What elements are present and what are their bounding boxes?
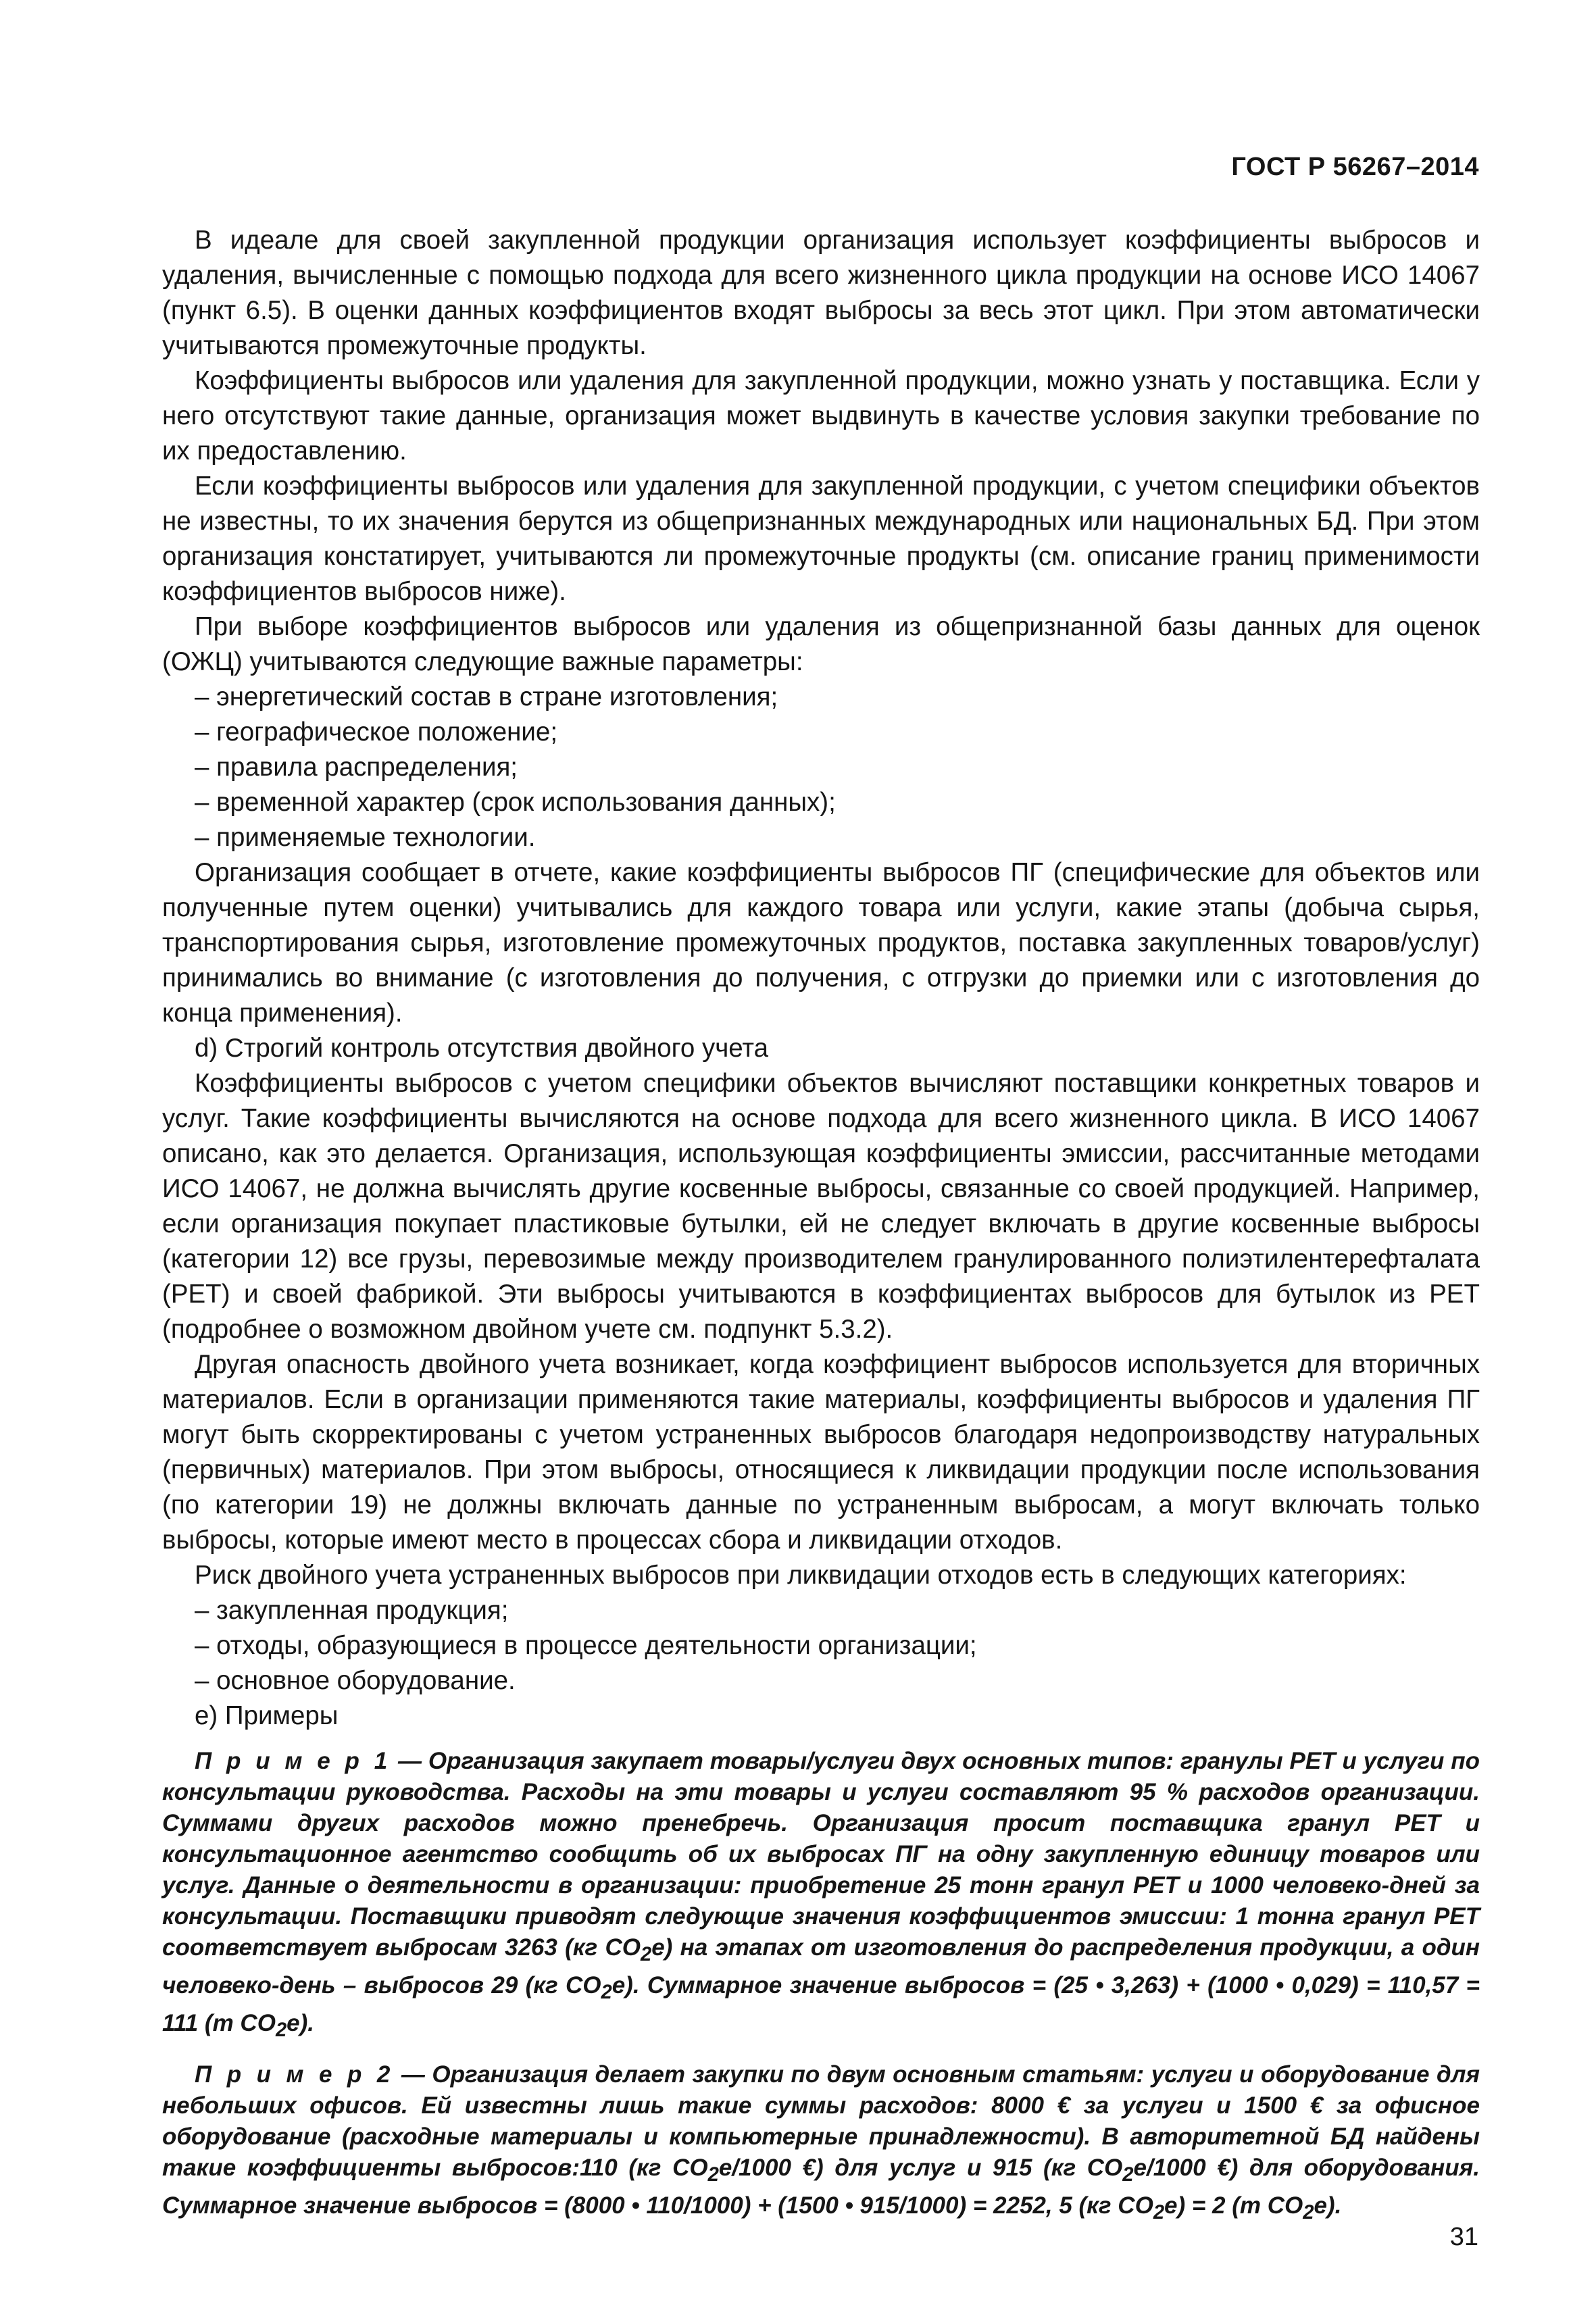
- paragraph: Другая опасность двойного учета возникает, когда коэффициент выбросов используется для вторичных материалов. Если в организации применяются такие материалы, коэффициенты выбросов и удаления ПГ могут быть скорректированы с учетом устраненных выбросов благодаря недопроизводству натуральных (первичных) материалов. При этом выбросы, относящиеся к ликвидации продукции после использования (по категории 19) не должны включать данные по устраненным выбросам, а могут включать только выбросы, которые имеют место в процессах сбора и ликвидации отходов.: [162, 1350, 1480, 1555]
- example-2: П р и м е р 2 — Организация делает закупки по двум основным статьям: услуги и оборудование для небольших офисов. Ей известны лишь такие суммы расходов: 8000 € за услуги и 1500 € за офисное оборудование (расходные материалы и компьютерные принадлежности). В авторитетной БД найдены такие коэффициенты выбросов:110 (кг $CO_2е/1000$ €) для услуг и 915 (кг $CO_2е/1000$ €) для оборудования. Суммарное значение выбросов = (8000 • 110/1000) + (1500 • 915/1000) = 2252, 5 (кг $CO_2е) = 2$ (т $CO_2е$).: [162, 2061, 1480, 2223]
- paragraph: Коэффициенты выбросов с учетом специфики объектов вычисляют поставщики конкретных товаров и услуг. Такие коэффициенты вычисляются на основе подхода для всего жизненного цикла. В ИСО 14067 описано, как это делается. Организация, использующая коэффициенты эмиссии, рассчитанные методами ИСО 14067, не должна вычислять другие косвенные выбросы, связанные со своей продукцией. Например, если организация покупает пластиковые бутылки, ей не следует включать в другие косвенные выбросы (категории 12) все грузы, перевозимые между производителем гранулированного полиэтилентерефталата (PET) и своей фабрикой. Эти выбросы учитываются в коэффициентах выбросов для бутылок из PET (подробнее о возможном двойном учете см. подпункт 5.3.2).: [162, 1069, 1480, 1344]
- example-label: П р и м е р 1: [195, 1748, 392, 1774]
- document-header: ГОСТ Р 56267–2014: [1231, 153, 1479, 181]
- page-body: [162, 223, 1480, 2228]
- list-item: – отходы, образующиеся в процессе деятельности организации;: [195, 1631, 977, 1660]
- paragraph: Риск двойного учета устраненных выбросов при ликвидации отходов есть в следующих категориях:: [195, 1561, 1407, 1590]
- list-item: – правила распределения;: [195, 753, 518, 782]
- list-item: – энергетический состав в стране изготовления;: [195, 682, 778, 711]
- list-item: – временной характер (срок использования данных);: [195, 788, 836, 817]
- page-number: 31: [1449, 2223, 1478, 2251]
- example-1: П р и м е р 1 — Организация закупает товары/услуги двух основных типов: гранулы PET и услуги по консультации руководства. Расходы на эти товары и услуги составляют 95 % расходов организации. Суммами других расходов можно пренебречь. Организация просит поставщика гранул PET и консультационное агентство сообщить об их выбросах ПГ на одну закупленную единицу товаров или услуг. Данные о деятельности в организации: приобретение 25 тонн гранул PET и 1000 человеко-дней за консультации. Поставщики приводят следующие значения коэффициентов эмиссии: 1 тонна гранул PET соответствует выбросам 3263 (кг $CO_2е$) на этапах от изготовления до распределения продукции, а один человеко-день – выбросов 29 (кг $CO_2е$). Суммарное значение выбросов = (25 • 3,263) + (1000 • 0,029) = 110,57 = 111 (т $CO_2е$).: [162, 1748, 1480, 2041]
- section-heading-d: d) Строгий контроль отсутствия двойного учета: [195, 1034, 769, 1063]
- list-item: – географическое положение;: [195, 718, 558, 747]
- list-item: – закупленная продукция;: [195, 1596, 509, 1625]
- list-item: – применяемые технологии.: [195, 823, 536, 852]
- paragraph: Организация сообщает в отчете, какие коэффициенты выбросов ПГ (специфические для объектов или полученные путем оценки) учитывались для каждого товара или услуги, какие этапы (добыча сырья, транспортирования сырья, изготовление промежуточных продуктов, поставка закупленных товаров/услуг) принимались во внимание (с изготовления до получения, с отгрузки до приемки или с изготовления до конца применения).: [162, 858, 1480, 1028]
- paragraph: Если коэффициенты выбросов или удаления для закупленной продукции, с учетом специфики объектов не известны, то их значения берутся из общепризнанных международных или национальных БД. При этом организация констатирует, учитываются ли промежуточные продукты (см. описание границ применимости коэффициентов выбросов ниже).: [162, 472, 1480, 606]
- paragraph: При выборе коэффициентов выбросов или удаления из общепризнанной базы данных для оценок (ОЖЦ) учитываются следующие важные параметры:: [162, 612, 1480, 676]
- paragraph: В идеале для своей закупленной продукции организация использует коэффициенты выбросов и удаления, вычисленные с помощью подхода для всего жизненного цикла продукции на основе ИСО 14067 (пункт 6.5). В оценки данных коэффициентов входят выбросы за весь этот цикл. При этом автоматически учитываются промежуточные продукты.: [162, 226, 1480, 360]
- list-item: – основное оборудование.: [195, 1666, 516, 1695]
- section-heading-e: e) Примеры: [195, 1701, 339, 1730]
- example-label: П р и м е р 2: [195, 2061, 395, 2088]
- paragraph: Коэффициенты выбросов или удаления для закупленной продукции, можно узнать у поставщика. Если у него отсутствуют такие данные, организация может выдвинуть в качестве условия закупки требование по их предоставлению.: [162, 366, 1480, 466]
